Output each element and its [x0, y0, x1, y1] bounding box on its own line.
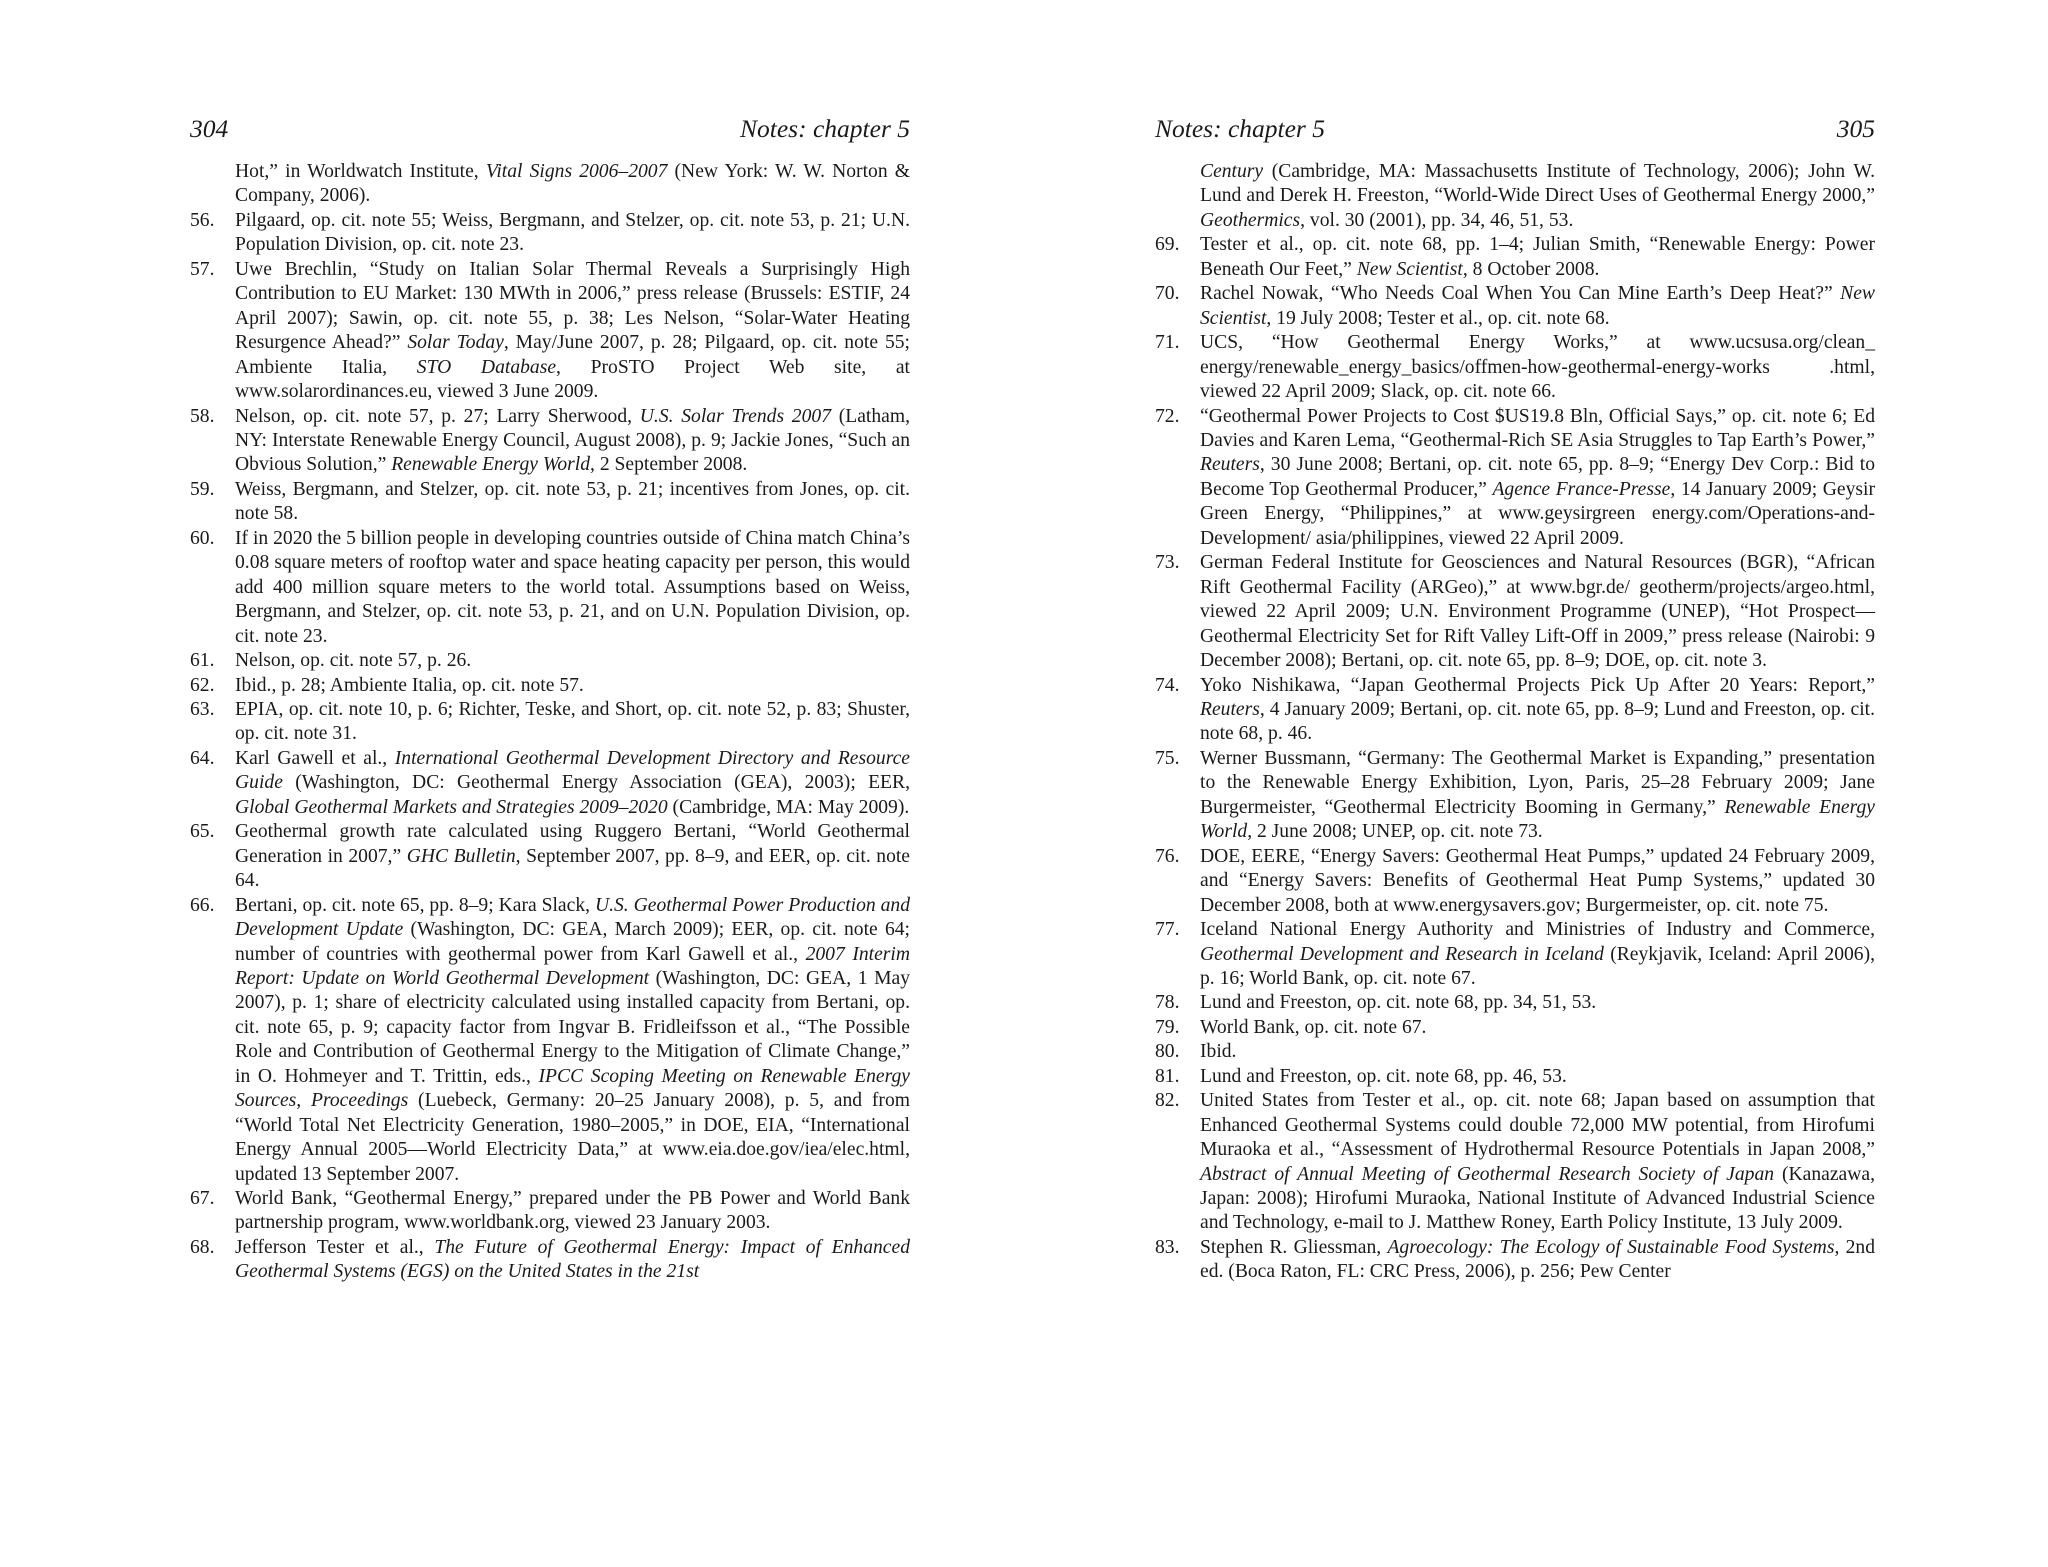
endnote-text [235, 1236, 910, 1285]
endnote [1155, 674, 1875, 747]
text-run: Ibid., p. 28; Ambiente Italia, op. cit. note 57. [235, 674, 584, 696]
endnote-text [235, 894, 910, 1187]
text-run: (Cambridge, MA: Massachusetts Institute of Technology, 2006); John W. Lund and Derek H. Freeston, “World-Wide Direct Uses of Geothermal Energy 2000,” [1200, 161, 1875, 207]
text-run: Bertani, op. cit. note 65, pp. 8–9; Kara Slack, [235, 894, 595, 916]
endnote [1155, 991, 1875, 1015]
endnote-text [1200, 551, 1875, 673]
italic-title: Geothermics [1200, 209, 1301, 231]
text-run: Lund and Freeston, op. cit. note 68, pp. 46, 53. [1200, 1065, 1567, 1087]
endnote-number: 62. [190, 674, 215, 696]
endnote-text [235, 160, 910, 209]
endnote [1155, 551, 1875, 673]
endnote [1155, 747, 1875, 845]
endnote-text [1200, 1089, 1875, 1236]
endnote-number: 75. [1155, 747, 1180, 769]
italic-title: Reuters [1200, 454, 1260, 476]
page-number: 305 [1836, 114, 1875, 143]
endnote [1155, 1016, 1875, 1040]
endnote-number: 63. [190, 698, 215, 720]
text-run: DOE, EERE, “Energy Savers: Geothermal Heat Pumps,” updated 24 February 2009, and “Energy Savers: Benefits of Geothermal Heat Pump Systems,” updated 30 December 2008, both at www.energysavers.gov; Burgermeister, op. cit. note 75. [1200, 845, 1875, 916]
endnote-text [1200, 1016, 1875, 1040]
text-run: Rachel Nowak, “Who Needs Coal When You Can Mine Earth’s Deep Heat?” [1200, 283, 1841, 305]
endnote [1155, 1065, 1875, 1089]
text-run: “Geothermal Power Projects to Cost $US19.8 Bln, Official Says,” op. cit. note 6; Ed Davies and Karen Lema, “Geothermal-Rich SE Asia Struggles to Tap Earth’s Power,” [1200, 405, 1875, 451]
text-run: , 2 September 2008. [590, 454, 748, 476]
italic-title: Vital Signs 2006–2007 [485, 161, 668, 182]
italic-title: Agroecology: The Ecology of Sustainable Food Systems [1387, 1236, 1835, 1258]
notes-list [190, 160, 910, 1285]
endnote-text [235, 674, 910, 698]
text-run: , vol. 30 (2001), pp. 34, 46, 51, 53. [1300, 209, 1574, 231]
italic-title: Solar Today [407, 332, 504, 354]
endnote [190, 1187, 910, 1236]
endnote [1155, 331, 1875, 404]
endnote [1155, 1236, 1875, 1285]
italic-title: U.S. Geothermal Power Production and Development Update [235, 894, 910, 941]
notes-list [1155, 160, 1875, 1285]
text-run: , 2 June 2008; UNEP, op. cit. note 73. [1247, 821, 1543, 843]
text-run: (Cambridge, MA: May 2009). [667, 796, 910, 818]
text-run: , ProSTO Project Web site, at www.solarordinances.eu, viewed 3 June 2009. [235, 356, 910, 403]
endnote-text [235, 478, 910, 527]
endnote-text [235, 209, 910, 258]
endnote [1155, 160, 1875, 233]
text-run: Weiss, Bergmann, and Stelzer, op. cit. note 53, p. 21; incentives from Jones, op. cit. note 58. [235, 478, 910, 525]
running-header: Notes: chapter 5 [1155, 114, 1325, 143]
endnote-text [235, 747, 910, 820]
endnote [190, 674, 910, 698]
text-run: (Latham, NY: Interstate Renewable Energy Council, August 2008), p. 9; Jackie Jones, “Such an Obvious Solution,” [235, 405, 910, 476]
left-page-header [190, 114, 910, 148]
endnote-text [235, 820, 910, 893]
endnote-number: 76. [1155, 845, 1180, 867]
endnote-number: 58. [190, 405, 215, 427]
page-number: 304 [190, 114, 229, 143]
endnote-number: 61. [190, 650, 215, 672]
endnote-text [1200, 918, 1875, 991]
text-run: World Bank, “Geothermal Energy,” prepared under the PB Power and World Bank partnership program, www.worldbank.org, viewed 23 January 2003. [235, 1188, 910, 1234]
endnote-number: 57. [190, 258, 215, 280]
endnote-number: 64. [190, 747, 215, 769]
endnote [1155, 233, 1875, 282]
text-run: , 8 October 2008. [1462, 258, 1600, 280]
endnote-text [235, 1187, 910, 1236]
right-page-header [1155, 114, 1875, 148]
endnote-text [1200, 282, 1875, 331]
text-run: (Washington, DC: Geothermal Energy Association (GEA), 2003); EER, [282, 772, 910, 794]
endnote-number: 77. [1155, 919, 1180, 941]
italic-title: Reuters [1200, 698, 1260, 720]
endnote-text [235, 527, 910, 649]
endnote-number: 65. [190, 821, 215, 843]
endnote [1155, 918, 1875, 991]
italic-title: Global Geothermal Markets and Strategies 2009–2020 [235, 796, 668, 818]
endnote-number: 83. [1155, 1236, 1180, 1258]
text-run: Nelson, op. cit. note 57, p. 26. [235, 650, 472, 672]
text-run: Geothermal growth rate calculated using Ruggero Bertani, “World Geothermal Generation in 2007,” [235, 821, 910, 867]
text-run: (Washington, DC: GEA, 1 May 2007), p. 1; share of electricity calculated using installed capacity from Bertani, op. cit. note 65, p. 9; capacity factor from Ingvar B. Fridleifsson et al., “The Possible Role and Contribution of Geothermal Energy to the Mitigation of Climate Change,” in O. Hohmeyer and T. Trittin, eds., [235, 967, 910, 1087]
endnote-number: 71. [1155, 332, 1180, 354]
italic-title: STO Database [416, 356, 557, 378]
text-run: (Kanazawa, Japan: 2008); Hirofumi Muraoka, National Institute of Advanced Industrial Science and Technology, e-mail to J. Matthew Roney, Earth Policy Institute, 13 July 2009. [1200, 1163, 1876, 1234]
italic-title: New Scientist [1200, 283, 1875, 329]
text-run: Karl Gawell et al., [235, 747, 395, 769]
text-run: Tester et al., op. cit. note 68, pp. 1–4; Julian Smith, “Renewable Energy: Power Beneath Our Feet,” [1200, 234, 1875, 280]
text-run: Lund and Freeston, op. cit. note 68, pp. 34, 51, 53. [1200, 992, 1597, 1014]
endnote [190, 478, 910, 527]
italic-title: Geothermal Development and Research in Iceland [1200, 943, 1604, 965]
endnote-number: 59. [190, 478, 215, 500]
endnote-number: 81. [1155, 1065, 1180, 1087]
endnote-text [1200, 991, 1875, 1015]
italic-title: Agence France-Presse [1492, 478, 1671, 500]
endnote-number: 79. [1155, 1016, 1180, 1038]
text-run: Werner Bussmann, “Germany: The Geothermal Market is Expanding,” presentation to the Renewable Energy Exhibition, Lyon, Paris, 25–28 February 2009; Jane Burgermeister, “Geothermal Electricity Booming in Germany,” [1200, 747, 1875, 818]
text-run: German Federal Institute for Geosciences and Natural Resources (BGR), “African Rift Geothermal Facility (ARGeo),” at www.bgr.de/ geotherm/projects/argeo.html, viewed 22 April 2009; U.N. Environment Programme (UNEP), “Hot Prospect—Geothermal Electricity Set for Rift Valley Lift-Off in 2009,” press release (Nairobi: 9 December 2008); Bertani, op. cit. note 65, pp. 8–9; DOE, op. cit. note 3. [1200, 552, 1875, 672]
italic-title: U.S. Solar Trends 2007 [639, 405, 831, 427]
italic-title: New Scientist [1356, 258, 1463, 280]
text-run: United States from Tester et al., op. cit. note 68; Japan based on assumption that Enhanced Geothermal Systems could double 72,000 MW potential, from Hirofumi Muraoka et al., “Assessment of Hydrothermal Resource Potentials in Japan 2008,” [1200, 1090, 1875, 1161]
endnote-number: 72. [1155, 405, 1180, 427]
endnote [190, 258, 910, 405]
endnote-number: 69. [1155, 234, 1180, 256]
endnote-text [235, 405, 910, 478]
italic-title: GHC Bulletin [406, 845, 516, 867]
text-run: World Bank, op. cit. note 67. [1200, 1016, 1427, 1038]
endnote-number: 70. [1155, 283, 1180, 305]
text-run: (Luebeck, Germany: 20–25 January 2008), p. 5, and from “World Total Net Electricity Generation, 1980–2005,” in DOE, EIA, “International Energy Annual 2005—World Electricity Data,” at www.eia.doe.gov/iea/elec.html, updated 13 September 2007. [235, 1090, 910, 1185]
text-run: Stephen R. Gliessman, [1200, 1236, 1388, 1258]
italic-title: 2007 Interim Report: Update on World Geothermal Development [235, 943, 910, 989]
text-run: Uwe Brechlin, “Study on Italian Solar Thermal Reveals a Surprisingly High Contribution to EU Market: 130 MWth in 2006,” press release (Brussels: ESTIF, 24 April 2007); Sawin, op. cit. note 55, p. 38; Les Nelson, “Solar-Water Heating Resurgence Ahead?” [235, 258, 910, 354]
italic-title: Abstract of Annual Meeting of Geothermal Research Society of Japan [1200, 1163, 1775, 1185]
endnote-text [1200, 1236, 1875, 1285]
endnote [190, 209, 910, 258]
text-run: Iceland National Energy Authority and Ministries of Industry and Commerce, [1200, 919, 1875, 941]
text-run: Nelson, op. cit. note 57, p. 27; Larry Sherwood, [235, 405, 640, 427]
text-run: , 4 January 2009; Bertani, op. cit. note 65, pp. 8–9; Lund and Freeston, op. cit. note 68, p. 46. [1200, 698, 1875, 745]
endnote-number: 68. [190, 1236, 215, 1258]
text-run: , May/June 2007, p. 28; Pilgaard, op. cit. note 55; Ambiente Italia, [235, 332, 910, 378]
endnote [190, 160, 910, 209]
endnote [190, 698, 910, 747]
italic-title: Renewable Energy World [1200, 796, 1876, 843]
italic-title: International Geothermal Development Directory and Resource Guide [235, 747, 910, 794]
endnote [1155, 405, 1875, 552]
text-run: , September 2007, pp. 8–9, and EER, op. cit. note 64. [235, 845, 910, 892]
endnote [190, 649, 910, 673]
text-run: Hot,” in Worldwatch Institute, [235, 161, 486, 182]
endnote-text [1200, 1065, 1875, 1089]
italic-title: Century [1200, 161, 1264, 182]
endnote-text [1200, 845, 1875, 918]
endnote-text [1200, 674, 1875, 747]
italic-title: IPCC Scoping Meeting on Renewable Energy Sources, Proceedings [235, 1065, 910, 1112]
endnote [190, 894, 910, 1187]
endnote [190, 820, 910, 893]
endnote-text [1200, 747, 1875, 845]
endnote [1155, 282, 1875, 331]
text-run: , 19 July 2008; Tester et al., op. cit. note 68. [1266, 307, 1610, 329]
endnote-number: 56. [190, 209, 215, 231]
text-run: Ibid. [1200, 1041, 1237, 1063]
italic-title: The Future of Geothermal Energy: Impact of Enhanced Geothermal Systems (EGS) on the United States in the 21st [235, 1236, 910, 1283]
text-run: , 2nd ed. (Boca Raton, FL: CRC Press, 2006), p. 256; Pew Center [1200, 1236, 1875, 1283]
italic-title: Renewable Energy World [391, 454, 591, 476]
endnote-number: 67. [190, 1188, 215, 1210]
endnote-number: 78. [1155, 992, 1180, 1014]
text-run: (New York: W. W. Norton & Company, 2006). [235, 161, 910, 207]
text-run: (Washington, DC: GEA, March 2009); EER, op. cit. note 64; number of countries with geothermal power from Karl Gawell et al., [235, 919, 910, 965]
text-run: Jefferson Tester et al., [235, 1236, 435, 1258]
endnote-text [1200, 331, 1875, 404]
text-run: , 14 January 2009; Geysir Green Energy, “Philippines,” at www.geysirgreen energy.com/Operations-and-Development/ asia/philippines, viewed 22 April 2009. [1200, 478, 1876, 549]
text-run: (Reykjavik, Iceland: April 2006), p. 16; World Bank, op. cit. note 67. [1200, 943, 1876, 989]
endnote [190, 747, 910, 820]
running-header: Notes: chapter 5 [740, 114, 910, 143]
endnote [1155, 1040, 1875, 1064]
endnote-text [1200, 233, 1875, 282]
endnote [190, 1236, 910, 1285]
endnote [1155, 845, 1875, 918]
text-run: EPIA, op. cit. note 10, p. 6; Richter, Teske, and Short, op. cit. note 52, p. 83; Shuster, op. cit. note 31. [235, 698, 910, 745]
endnote-number: 66. [190, 894, 215, 916]
endnote-number: 74. [1155, 674, 1180, 696]
endnote-text [235, 649, 910, 673]
endnote-text [1200, 1040, 1875, 1064]
text-run: Pilgaard, op. cit. note 55; Weiss, Bergmann, and Stelzer, op. cit. note 53, p. 21; U.N. Population Division, op. cit. note 23. [235, 209, 910, 256]
endnote-number: 73. [1155, 552, 1180, 574]
endnote [190, 405, 910, 478]
endnote-number: 80. [1155, 1041, 1180, 1063]
endnote-number: 82. [1155, 1090, 1180, 1112]
endnote-text [235, 258, 910, 405]
endnote-text [235, 698, 910, 747]
text-run: UCS, “How Geothermal Energy Works,” at www.ucsusa.org/clean_ energy/renewable_energy_basics/offmen-how-geothermal-energy-works .html, viewed 22 April 2009; Slack, op. cit. note 66. [1200, 332, 1875, 403]
text-run: , 30 June 2008; Bertani, op. cit. note 65, pp. 8–9; “Energy Dev Corp.: Bid to Become Top Geothermal Producer,” [1200, 454, 1875, 500]
text-run: If in 2020 the 5 billion people in developing countries outside of China match China’s 0.08 square meters of rooftop water and space heating capacity per person, this would add 400 million square meters to the world total. Assumptions based on Weiss, Bergmann, and Stelzer, op. cit. note 53, p. 21, and on U.N. Population Division, op. cit. note 23. [235, 527, 910, 647]
endnote [1155, 1089, 1875, 1236]
endnote [190, 527, 910, 649]
endnote-number: 60. [190, 527, 215, 549]
endnote-text [1200, 160, 1875, 233]
text-run: Yoko Nishikawa, “Japan Geothermal Projects Pick Up After 20 Years: Report,” [1200, 674, 1875, 696]
endnote-text [1200, 405, 1875, 552]
